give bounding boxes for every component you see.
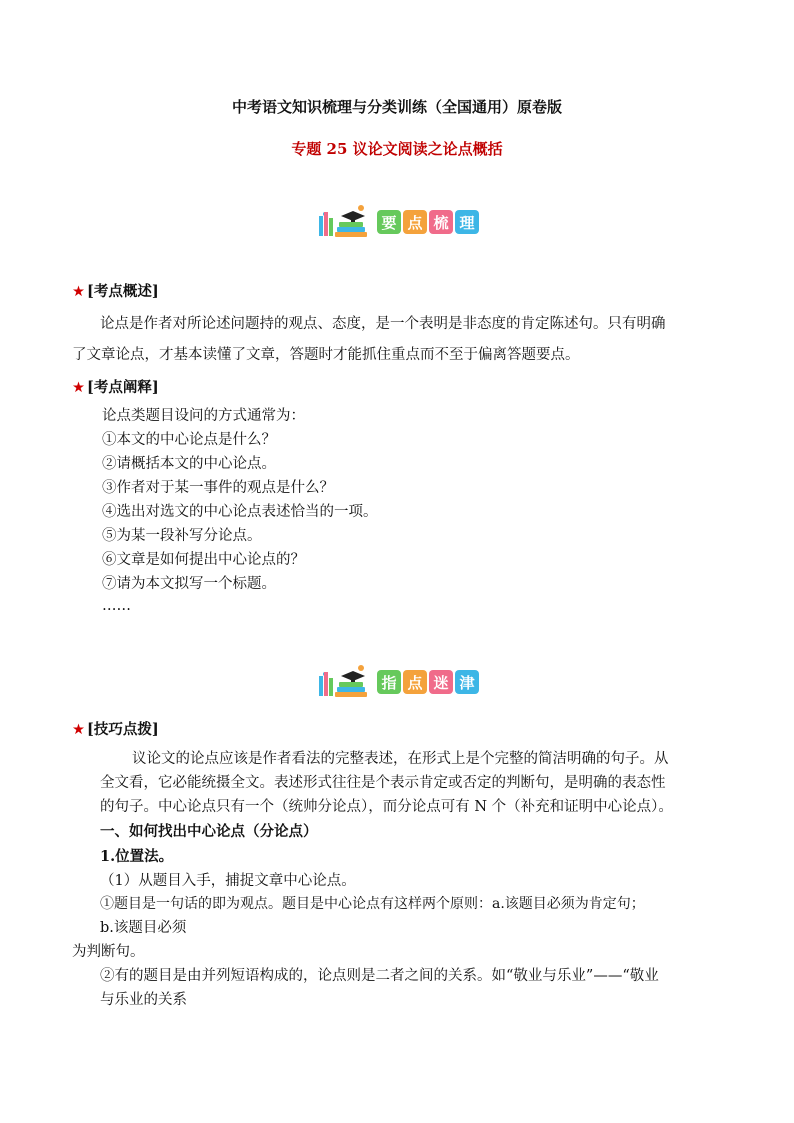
books-graduation-icon [315, 202, 371, 242]
point1-line-1: ①题目是一句话的即为观点。题目是中心论点有这样两个原则：a.该题目必须为肯定句； [100, 896, 645, 912]
banner-char-3: 迷 [429, 670, 453, 694]
question-item: ①本文的中心论点是什么？ [102, 432, 276, 448]
point1-line-2: b.该题目必须 [100, 920, 187, 936]
banner-char-4: 津 [455, 670, 479, 694]
banner-char-1: 要 [377, 210, 401, 234]
section-banner-key-points [0, 202, 794, 242]
banner-char-2: 点 [403, 670, 427, 694]
section-banner-guidance [0, 662, 794, 702]
banner-char-2: 点 [403, 210, 427, 234]
step-line: （1）从题目入手，捕捉文章中心论点。 [100, 873, 356, 889]
overview-line-2: 了文章论点，才基本读懂了文章，答题时才能抓住重点而不至于偏离答题要点。 [72, 347, 580, 363]
star-icon: ★ [72, 284, 85, 300]
method-heading: 1.位置法。 [100, 848, 174, 865]
question-item: ②请概括本文的中心论点。 [102, 456, 276, 472]
section-heading-explanation: ★ [考点阐释] [72, 379, 159, 396]
explanation-intro: 论点类题目设问的方式通常为： [102, 408, 305, 424]
question-item: ⑥文章是如何提出中心论点的？ [102, 552, 305, 568]
tips-line-2: 全文看，它必能统摄全文。表述形式往往是个表示肯定或否定的判断句，是明确的表态性 [100, 775, 666, 791]
document-title: 中考语文知识梳理与分类训练（全国通用）原卷版 [231, 98, 562, 116]
star-icon: ★ [72, 380, 85, 396]
section-heading-overview: ★ [考点概述] [72, 283, 159, 300]
ellipsis: …… [102, 598, 131, 614]
banner-char-3: 梳 [429, 210, 453, 234]
books-graduation-icon [315, 662, 371, 702]
banner-char-1: 指 [377, 670, 401, 694]
point2-line-1: ②有的题目是由并列短语构成的，论点则是二者之间的关系。如“敬业与乐业”——“敬业 [100, 968, 659, 984]
banner-char-4: 理 [455, 210, 479, 234]
sub-heading: 一、如何找出中心论点（分论点） [100, 823, 318, 840]
star-icon: ★ [72, 722, 85, 738]
question-item: ⑤为某一段补写分论点。 [102, 528, 262, 544]
tips-line-3: 的句子。中心论点只有一个（统帅分论点），而分论点可有 N 个（补充和证明中心论点）。 [100, 799, 673, 815]
question-item: ③作者对于某一事件的观点是什么？ [102, 480, 334, 496]
overview-line-1: 论点是作者对所论述问题持的观点、态度，是一个表明是非态度的肯定陈述句。只有明确 [100, 316, 666, 332]
tips-line-1: 议论文的论点应该是作者看法的完整表述，在形式上是个完整的简洁明确的句子。从 [132, 751, 669, 767]
question-item: ④选出对选文的中心论点表述恰当的一项。 [102, 504, 378, 520]
section-heading-tips: ★ [技巧点拨] [72, 721, 159, 738]
document-subtitle: 专题 25 议论文阅读之论点概括 [291, 140, 503, 158]
question-item: ⑦请为本文拟写一个标题。 [102, 576, 276, 592]
point2-line-2: 与乐业的关系 [100, 992, 187, 1008]
point1-line-3: 为判断句。 [72, 944, 145, 960]
